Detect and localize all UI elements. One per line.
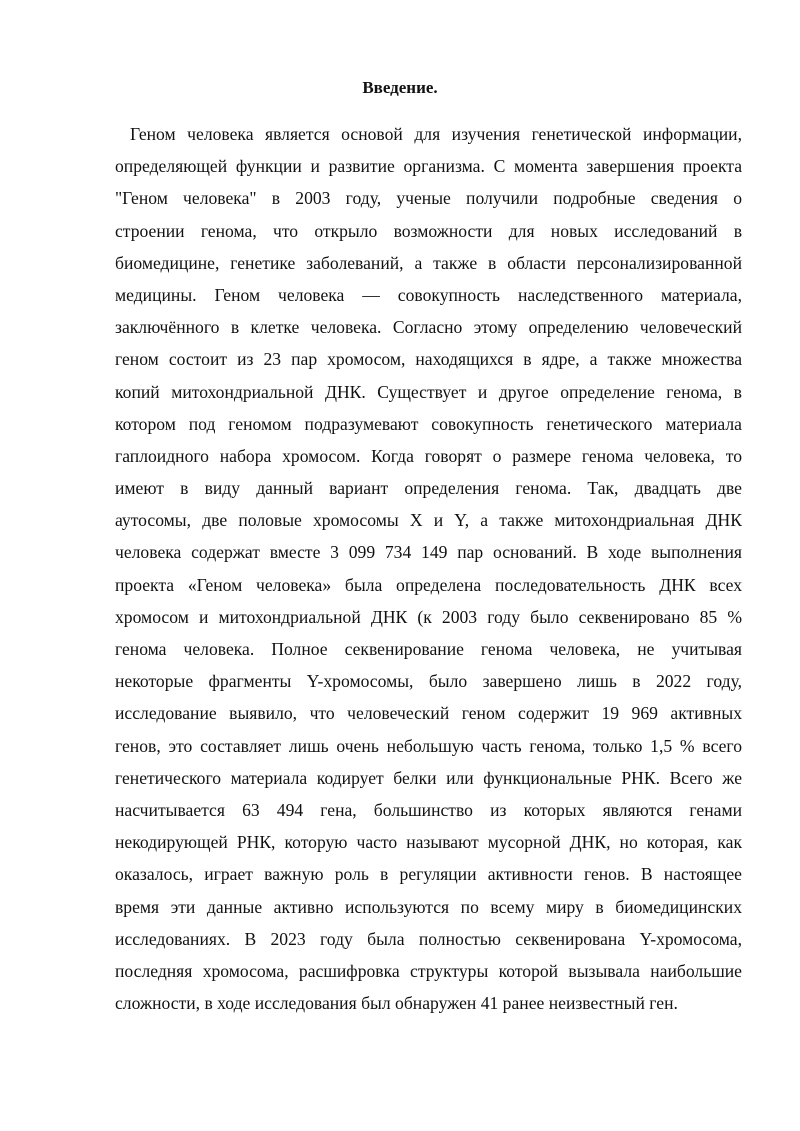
paragraph-line: медицины. Геном человека — совокупность наследственного материала, — [115, 284, 742, 305]
paragraph-line: генома человека. Полное секвенирование генома человека, не учитывая — [115, 639, 742, 659]
paragraph-line: некодирующей РНК, которую часто называют мусорной ДНК, но которая, как — [115, 832, 742, 853]
paragraph-line: проекта «Геном человека» была определена последовательность ДНК всех — [115, 574, 742, 595]
paragraph-line: человека содержат вместе 3 099 734 149 пар оснований. В ходе выполнения — [115, 542, 742, 563]
paragraph-line: котором под геномом подразумевают совокупность генетического материала — [115, 413, 742, 434]
paragraph-line: имеют в виду данный вариант определения генома. Так, двадцать две — [115, 478, 742, 499]
paragraph-line: исследованиях. В 2023 году была полностью секвенирована Y-хромосома, — [115, 928, 742, 949]
paragraph-line: определяющей функции и развитие организма. С момента завершения проекта — [115, 156, 742, 177]
paragraph-line: исследование выявило, что человеческий геном содержит 19 969 активных — [115, 703, 742, 724]
page-title: Введение. — [362, 78, 438, 97]
paragraph-line: строении генома, что открыло возможности для новых исследований в — [115, 220, 742, 241]
paragraph-line: сложности, в ходе исследования был обнаружен 41 ранее неизвестный ген. — [115, 993, 678, 1014]
paragraph-line: время эти данные активно используются по всему миру в биомедицинских — [115, 896, 742, 917]
paragraph-line: "Геном человека" в 2003 году, ученые получили подробные сведения о — [115, 188, 742, 209]
paragraph-line: заключённого в клетке человека. Согласно этому определению человеческий — [115, 317, 742, 338]
paragraph-line: некоторые фрагменты Y-хромосомы, было завершено лишь в 2022 году, — [115, 671, 742, 692]
paragraph-line: аутосомы, две половые хромосомы X и Y, а также митохондриальная ДНК — [115, 510, 742, 531]
body-paragraph — [115, 118, 742, 1019]
paragraph-line: копий митохондриальной ДНК. Существует и другое определение генома, в — [115, 381, 742, 402]
paragraph-line: Геном человека является основой для изучения генетической информации, — [130, 124, 742, 144]
paragraph-line: гаплоидного набора хромосом. Когда говорят о размере генома человека, то — [115, 445, 742, 466]
paragraph-line: насчитывается 63 494 гена, большинство из которых являются генами — [115, 799, 742, 820]
paragraph-line: хромосом и митохондриальной ДНК (к 2003 году было секвенировано 85 % — [115, 606, 742, 627]
paragraph-line: последняя хромосома, расшифровка структуры которой вызывала наибольшие — [115, 960, 742, 981]
paragraph-line: оказалось, играет важную роль в регуляции активности генов. В настоящее — [115, 864, 742, 885]
paragraph-line: генов, это составляет лишь очень небольшую часть генома, только 1,5 % всего — [115, 735, 742, 756]
paragraph-line: биомедицине, генетике заболеваний, а также в области персонализированной — [115, 252, 742, 273]
paragraph-line: генетического материала кодирует белки или функциональные РНК. Всего же — [115, 767, 742, 788]
paragraph-line: геном состоит из 23 пар хромосом, находящихся в ядре, а также множества — [115, 349, 742, 370]
